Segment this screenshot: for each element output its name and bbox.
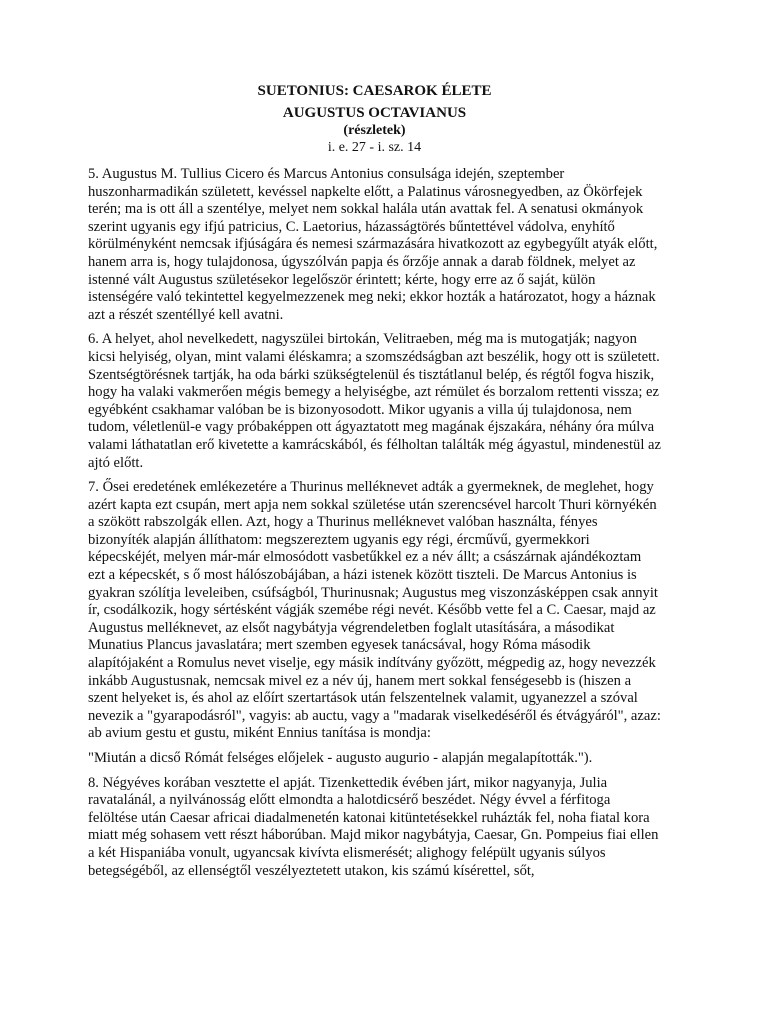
paragraph-6: 6. A helyet, ahol nevelkedett, nagyszülei birtokán, Velitraeben, még ma is mutogatják; nagyon kicsi helyiség, olyan, mint valami éléskamra; a szomszédságban azt beszélik, hogy ott is született. Szentségtörésnek tartják, ha oda bárki szükségtelenül és tisztátlanul belép, és régtől fogva hiszik, hogy ha valaki vakmerően mégis bemegy a helyiségbe, azt rémület és borzalom rettenti vissza; ez egyébként csakhamar valóban be is bizonyosodott. Mikor ugyanis a villa új tulajdonosa, nem tudom, véletlenül-e vagy próbaképpen ott ágyaztatott meg magának éjszakára, néhány óra múlva valami láthatatlan erő kivetette a kamrácskából, és félholtan találták még ágyastul, mindenestül az ajtó előtt. (88, 331, 661, 471)
paragraph-5: 5. Augustus M. Tullius Cicero és Marcus Antonius consulsága idején, szeptember huszonharmadikán született, kevéssel napkelte előtt, a Palatinus városnegyedben, az Ökörfejek terén; ma is ott áll a szentélye, melyet nem sokkal halála után avattak fel. A senatusi okmányok szerint ugyanis egy ifjú patricius, C. Laetorius, házasságtörés bűntettével vádolva, enyhítő körülményként nemcsak ifjúságára és nemesi származására hivatkozott az egybegyűlt atyák előtt, hanem arra is, hogy tulajdonosa, úgyszólván papja és őrzője annak a darab földnek, melyet az istenné vált Augustus születésekor legelőször érintett; kérte, hogy erre az ő saját, külön istenségére való tekintettel kegyelmezzenek meg neki; ekkor hozták a határozatot, hogy a háznak azt a részét szentéllyé kell avatni. (88, 166, 658, 323)
document-header (88, 82, 661, 156)
paragraph-8: 8. Négyéves korában vesztette el apját. Tizenkettedik évében járt, mikor nagyanyja, Julia ravatalánál, a nyilvánosság előtt elmondta a halotdicsérő beszédet. Négy évvel a férfitoga felöltése után Caesar africai diadalmenetén katonai kitüntetésekkel ruházták fel, noha fiatal kora miatt még sohasem vett részt háborúban. Majd mikor nagybátyja, Caesar, Gn. Pompeius fiai ellen a két Hispaniába vonult, ugyancsak kivívta elismerését; alighogy felépült ugyanis súlyos betegségéből, az ellenségtől veszélyeztetett utakon, kis számú kísérettel, sőt, (88, 774, 659, 879)
excerpt-note: (részletek) (343, 123, 406, 138)
paragraph-7: 7. Ősei eredetének emlékezetére a Thurinus melléknevet adták a gyermeknek, de meglehet, hogy azért kapta ezt csupán, mert apja nem sokkal születése után szerencsével harcolt Thuri környékén a szökött rabszolgák ellen. Azt, hogy a Thurinus melléknevet valóban használta, fényes bizonyíték alapján állíthatom: megszereztem ugyanis egy régi, ércművű, gyermekkori képecskéjét, melyen már-már elmosódott vasbetűkkel ez a név állt; a császárnak ajándékoztam ezt a képecskét, s ő most hálószobájában, a házi istenek között tiszteli. De Marcus Antonius is gyakran szólítja leveleiben, csúfságból, Thurinusnak; Augustus meg viszonzásképpen csak annyit ír, csodálkozik, hogy sértésként vágják szemébe régi nevét. Később vette fel a C. Caesar, majd az Augustus melléknevet, az elsőt nagybátyja végrendeletben foglalt utasítására, a másodikat Munatius Plancus javaslatára; mert szemben egyesek tanácsával, hogy Róma második alapítójaként a Romulus nevet viselje, egy másik indítvány győzött, mégpedig az, hogy nevezzék inkább Augustusnak, nemcsak mivel ez a név új, hanem mert sokkal fenségesebb is (hiszen a szent helyeket is, és ahol az előírt szertartások után felszentelnek valamit, ugyanezzel a szóval nevezik a "gyarapodásról", vagyis: ab auctu, vagy a "madarak viselkedéséről és étvágyáról", azaz: ab avium gestu et gustu, miként Ennius tanítása is mondja: (88, 479, 661, 742)
ennius-quote: "Miután a dicső Rómát felséges előjelek - augusto augurio - alapján megalapították."). (88, 750, 593, 766)
document-subtitle: AUGUSTUS OCTAVIANUS (282, 105, 467, 121)
document-title: SUETONIUS: CAESAROK ÉLETE (257, 83, 492, 99)
reign-dates: i. e. 27 - i. sz. 14 (327, 140, 422, 155)
